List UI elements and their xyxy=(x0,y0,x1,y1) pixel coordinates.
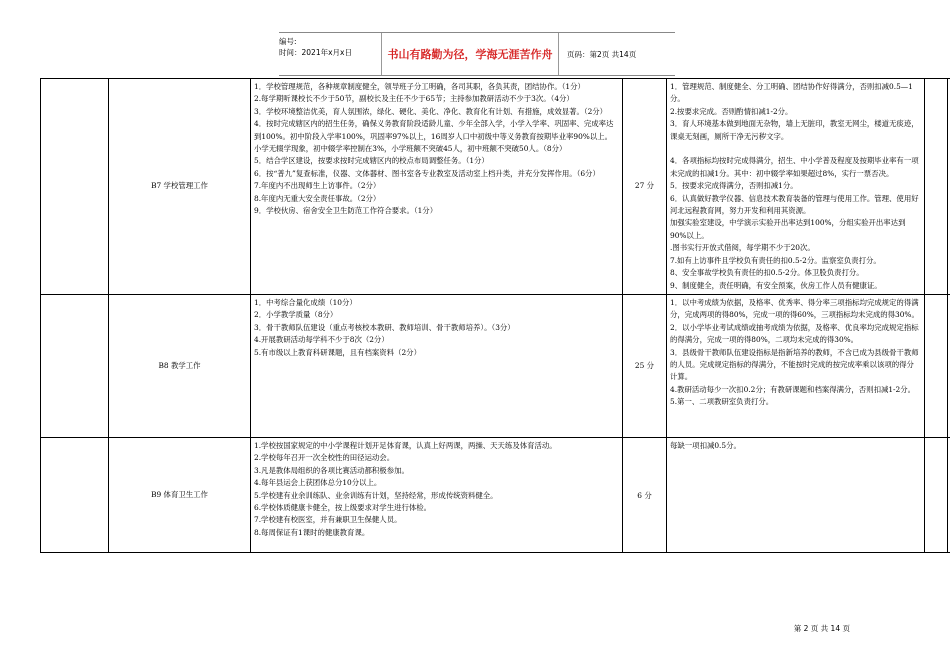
criteria-line: 2．小学教学质量（8分） xyxy=(254,310,338,320)
criteria-line: 6．按“普九”复查标准，仪器、文体器材、图书室各专业教室及活动室上档升类，并充分发挥作用。（6分） xyxy=(254,168,600,178)
criteria-cell xyxy=(251,294,623,437)
page-header xyxy=(279,32,675,76)
scoring-line: 8、安全事故学校负有责任的扣0.5-2分。体卫股负责打分。 xyxy=(670,268,864,278)
category-cell xyxy=(41,79,109,295)
criteria-line: 4.每年县运会上获团体总分10分以上。 xyxy=(254,478,382,488)
criteria-line: 6.学校体质健康卡健全，按上级要求对学生进行体检。 xyxy=(254,502,432,512)
self-score-cell xyxy=(925,437,948,552)
scoring-line: 7.如有上访事件且学校负有责任的扣0.5-2分。监察室负责打分。 xyxy=(670,255,881,265)
category-cell xyxy=(41,437,109,552)
criteria-line: 3．学校环境整洁优美，育人氛围浓，绿化、硬化、美化、净化、教育化有计划、有措施，成效显著。（2分） xyxy=(254,106,608,116)
criteria-line: 3．骨干教师队伍建设（重点考核校本教研、教师培训、骨干教师培养）。（3分） xyxy=(254,322,515,332)
criteria-line: 9．学校伙房、宿舍安全卫生防范工作符合要求。（1分） xyxy=(254,206,438,216)
scoring-line: 2．以小学毕业考试成绩或抽考成绩为依据，及格率、优良率均完成规定指标的得满分，完成一项的得80%，二项均未完成的得30%。 xyxy=(670,322,919,345)
criteria-cell xyxy=(251,437,623,552)
criteria-line: 2.学校每年召开一次全校性的田径运动会。 xyxy=(254,453,395,463)
criteria-line: 3.凡是教体局组织的各项比赛活动都积极参加。 xyxy=(254,465,409,475)
score-cell: 27 分 xyxy=(623,79,667,295)
header-motto: 书山有路勤为径，学海无涯苦作舟 xyxy=(381,33,559,75)
score-cell: 25 分 xyxy=(623,294,667,437)
scoring-method-cell xyxy=(667,79,925,295)
scoring-line: .图书实行开放式借阅，每学期不少于20次。 xyxy=(670,243,815,253)
header-code-label: 编号: xyxy=(279,37,297,46)
item-name-cell: B7 学校管理工作 xyxy=(109,79,251,295)
criteria-line: 4．按时完成辖区内的招生任务，确保义务教育阶段适龄儿童、少年全部入学，小学入学率、巩固率、完成率达到100%。初中阶段入学率100%，巩固率97%以上，16周岁人口中初级中等义务教育按期毕业率90%以上。小学无辍学现象，初中辍学率控制在3%，小学班额不突破45人，初中班额不突破50人。（8分） xyxy=(254,119,614,154)
scoring-line: 4.教研活动每少一次扣0.2分；有教研课题和档案得满分，否则扣减1-2分。 xyxy=(670,384,916,394)
criteria-line: 4.开展教研活动每学科不少于8次（2分） xyxy=(254,335,389,345)
scoring-line: 3．育人环境基本做到地面无杂物，墙上无脏印，教室无网尘，楼道无痰迹，课桌无刻画，厕所干净无污秽文字。 xyxy=(670,119,919,141)
header-meta xyxy=(279,33,381,75)
criteria-line: 8.每周保证有1课时的健康教育课。 xyxy=(254,527,370,537)
scoring-line: 3．县级骨干教师队伍建设指标是指新培养的教师，不含已成为县级骨干教师的人员。完成规定指标的得满分，不能按时完成的按完成率乘以该项的得分计算。 xyxy=(670,347,919,382)
header-page-info: 页码：第2页 共14页 xyxy=(567,49,637,59)
evaluation-table xyxy=(40,78,950,553)
scoring-method-cell xyxy=(667,294,925,437)
category-cell xyxy=(41,294,109,437)
criteria-line: 7.年度内不出现师生上访事件。（2分） xyxy=(254,181,381,191)
header-time-label: 时间：2021年x月x日 xyxy=(279,48,352,57)
scoring-line: 5．按要求完成得满分，否则扣减1分。 xyxy=(670,181,798,191)
score-cell: 6 分 xyxy=(623,437,667,552)
criteria-cell xyxy=(251,79,623,295)
scoring-line: 2.按要求完成。否则酌情扣减1-2分。 xyxy=(670,106,793,116)
scoring-line: 1．以中考成绩为依据，及格率、优秀率、得分率三项指标均完成规定的得满分，完成两项的得80%，完成一项的得60%，三项指标均未完成的得30%。 xyxy=(670,297,919,320)
criteria-line: 7.学校建有校医室，并有兼职卫生保健人员。 xyxy=(254,515,402,525)
scoring-line: 每缺一项扣减0.5分。 xyxy=(670,440,741,450)
item-name-cell: B9 体育卫生工作 xyxy=(109,437,251,552)
scoring-line: 6．认真做好教学仪器、信息技术教育装备的管理与使用工作。管理、使用好河北远程教育网，努力开发和利用其资源。 xyxy=(670,193,919,216)
scoring-line: 9、制度健全，责任明确，有安全预案，伙房工作人员有健康证。 xyxy=(670,280,882,290)
item-name-cell: B8 教学工作 xyxy=(109,294,251,437)
criteria-line: 2.每学期听课校长不少于50节，副校长及主任不少于65节；主持参加教研活动不少于3次。（4分） xyxy=(254,94,574,104)
criteria-line: 8.年度内无重大安全责任事故。（2分） xyxy=(254,193,381,203)
scoring-line: 5.第一、二项教研室负责打分。 xyxy=(670,397,774,407)
table-row xyxy=(41,79,950,295)
self-score-cell xyxy=(925,79,948,295)
page-footer: 第 2 页 共 14 页 xyxy=(793,624,850,633)
table-row xyxy=(41,437,950,552)
criteria-line: 1．中考综合量化成绩（10分） xyxy=(254,297,357,307)
criteria-line: 1.学校按国家规定的中小学课程计划开足体育课，认真上好两课，两操、天天练及体育活动。 xyxy=(254,440,557,450)
scoring-method-cell xyxy=(667,437,925,552)
table-row xyxy=(41,294,950,437)
criteria-line: 5.学校建有业余训练队、业余训练有计划，坚持经常，形成传统资料健全。 xyxy=(254,490,498,500)
criteria-line: 5．结合学区建设，按要求按时完成辖区内的校点布局调整任务。（1分） xyxy=(254,156,489,166)
scoring-line: 1．管理规范、制度健全、分工明确、团结协作好得满分，否则扣减0.5—1分。 xyxy=(670,82,913,104)
scoring-line: 4．各项指标均按时完成得满分，招生、中小学普及程度及按期毕业率有一项未完成的扣减1分。其中：初中辍学率如果超过8%，实行一票否决。 xyxy=(670,156,919,178)
scoring-line xyxy=(670,143,921,155)
self-score-cell xyxy=(925,294,948,437)
criteria-line: 5.有市级以上教育科研课题，且有档案资料（2分） xyxy=(254,347,421,357)
scoring-line: 加强实验室建设，中学演示实验开出率达到100%，分组实验开出率达到90%以上。 xyxy=(670,218,906,240)
criteria-line: 1．学校管理规范，各种规章制度健全，领导班子分工明确，各司其职，各负其责，团结协作。（1分） xyxy=(254,82,585,91)
